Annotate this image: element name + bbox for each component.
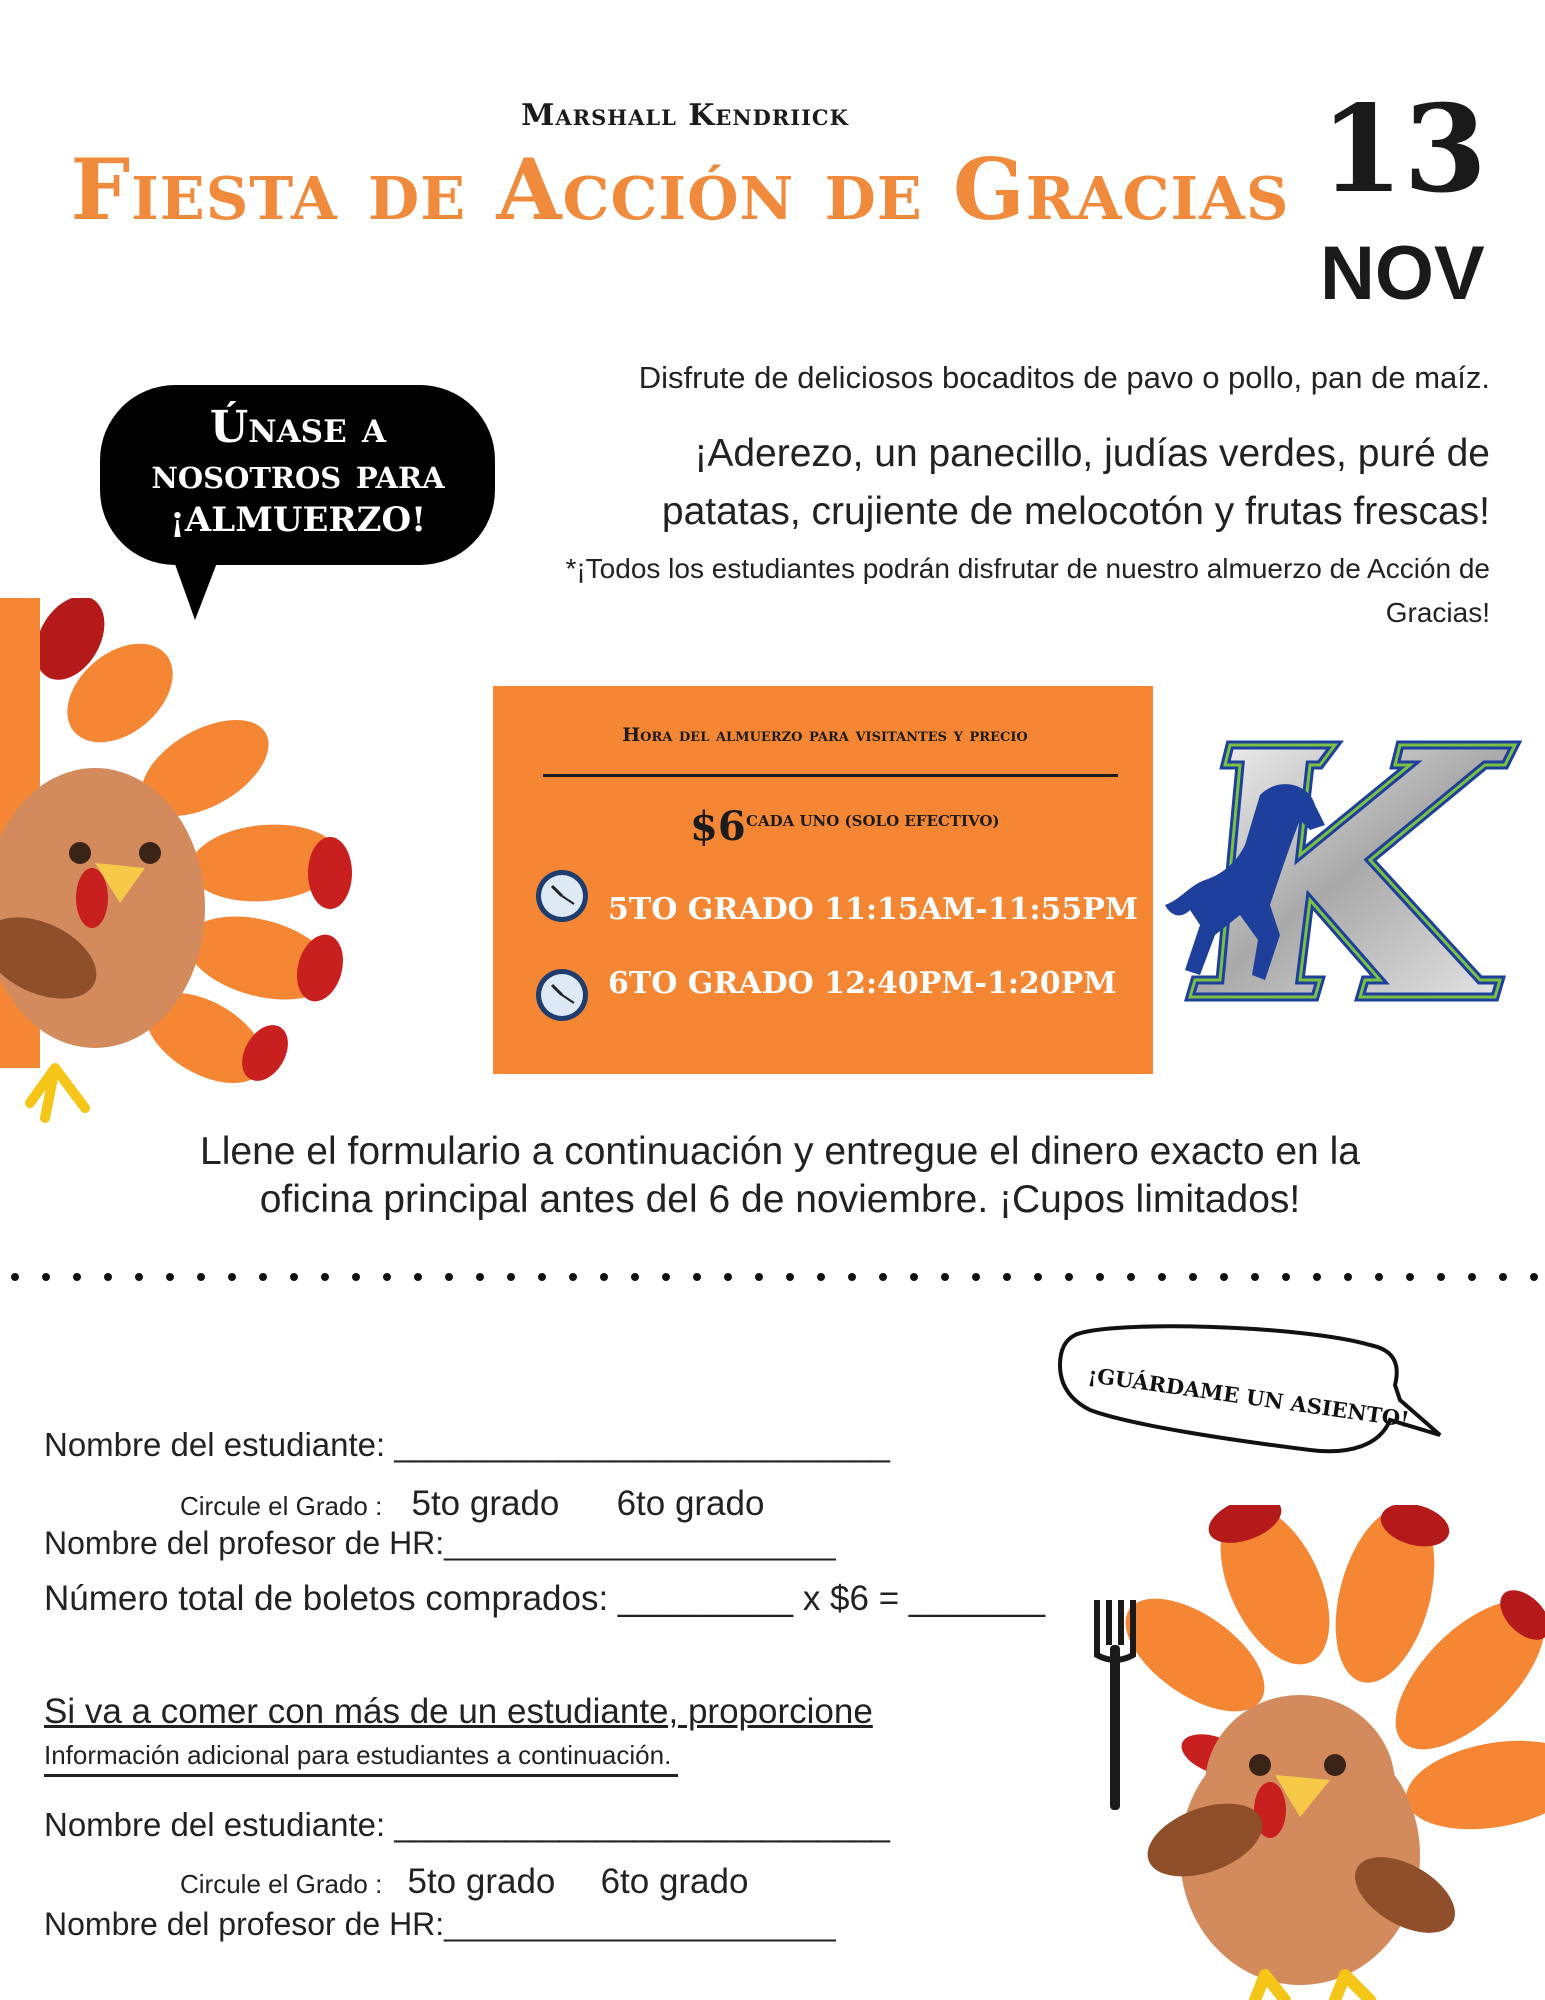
grade6-option[interactable]: 6to grado bbox=[600, 1862, 749, 1901]
bubble-line-1: Únase a bbox=[209, 402, 387, 453]
date-day: 13 bbox=[1320, 79, 1487, 220]
bubble-line-2: nosotros para bbox=[151, 449, 445, 498]
page-title: Fiesta de Acción de Gracias bbox=[70, 140, 1290, 239]
circle-grade-label: Circule el Grado : bbox=[180, 1869, 383, 1899]
extra-students-heading: Si va a comer con más de un estudiante, proporcione bbox=[44, 1692, 873, 1731]
date-month: NOV bbox=[1320, 231, 1485, 316]
bubble-line-3: ¡ALMUERZO! bbox=[169, 500, 427, 540]
bubble-bottom-text: ¡GUÁRDAME UN ASIENTO! bbox=[1086, 1362, 1411, 1432]
panel-divider bbox=[543, 774, 1118, 777]
price-note: CADA UNO (SOLO EFECTIVO) bbox=[746, 812, 1000, 830]
turkey-illustration-left bbox=[0, 598, 365, 1130]
menu-description: Disfrute de deliciosos bocaditos de pavo o pollo, pan de maíz. bbox=[638, 360, 1490, 395]
instructions: Llene el formulario a continuación y entregue el dinero exacto en la oficina principal antes del 6 de noviembre. ¡Cupos limitados! bbox=[200, 1130, 1360, 1221]
grade5-option[interactable]: 5to grado bbox=[411, 1484, 560, 1523]
school-name: Marshall Kendriick bbox=[521, 98, 849, 133]
clock-icon bbox=[534, 967, 590, 1023]
grade5-time: 5TO GRADO 11:15AM-11:55PM bbox=[608, 892, 1139, 927]
grade-select-row-2 bbox=[180, 1862, 748, 1902]
extra-students-note: Información adicional para estudiantes a continuación. bbox=[44, 1740, 672, 1770]
school-logo-k bbox=[1160, 735, 1540, 1005]
price-amount: $6 bbox=[690, 803, 746, 850]
dotted-divider bbox=[10, 1272, 1540, 1282]
menu-sides: ¡Aderezo, un panecillo, judías verdes, puré de patatas, crujiente de melocotón y frutas frescas! bbox=[661, 432, 1490, 533]
grade6-time: 6TO GRADO 12:40PM-1:20PM bbox=[608, 966, 1117, 1001]
teacher-field-2[interactable]: Nombre del profesor de HR:______________________ bbox=[44, 1906, 836, 1942]
grade5-option[interactable]: 5to grado bbox=[407, 1862, 556, 1901]
teacher-field[interactable]: Nombre del profesor de HR:______________________ bbox=[44, 1525, 836, 1561]
tickets-field[interactable]: Número total de boletos comprados: _________ x $6 = _______ bbox=[44, 1579, 1046, 1618]
grade6-option[interactable]: 6to grado bbox=[616, 1484, 765, 1523]
students-note: *¡Todos los estudiantes podrán disfrutar de nuestro almuerzo de Acción de Gracias! bbox=[565, 553, 1490, 628]
student-name-field[interactable]: Nombre del estudiante: ___________________________ bbox=[44, 1426, 890, 1463]
clock-icon bbox=[534, 868, 590, 924]
circle-grade-label: Circule el Grado : bbox=[180, 1491, 383, 1521]
extra-underline bbox=[44, 1774, 678, 1777]
turkey-with-fork-illustration bbox=[1085, 1505, 1545, 2000]
bubble-top-text bbox=[118, 402, 478, 543]
grade-select-row bbox=[180, 1484, 764, 1524]
student-name-field-2[interactable]: Nombre del estudiante: ___________________________ bbox=[44, 1806, 890, 1843]
panel-title: Hora del almuerzo para visitantes y precio bbox=[622, 724, 1028, 746]
